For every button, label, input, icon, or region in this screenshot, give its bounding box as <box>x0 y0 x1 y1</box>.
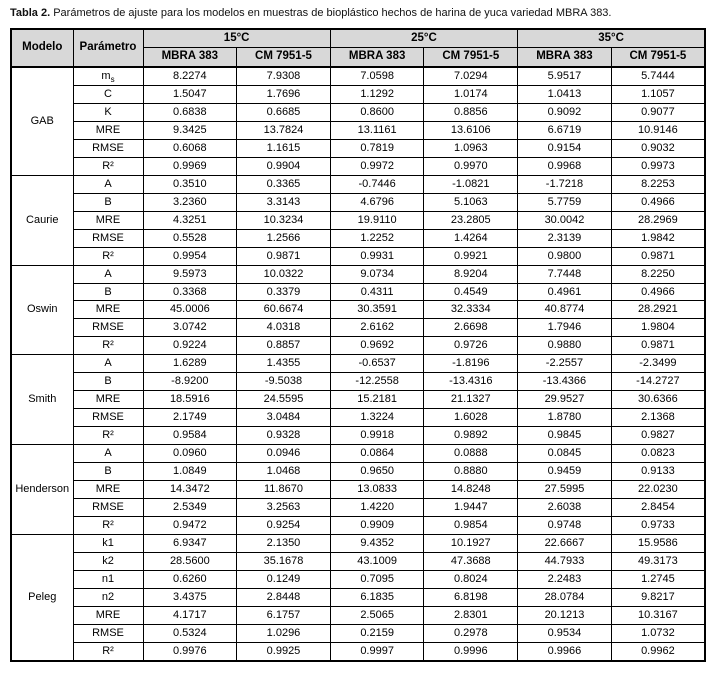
value-cell: 6.9347 <box>143 535 237 553</box>
table-row <box>11 247 705 265</box>
value-cell: 0.9154 <box>518 139 612 157</box>
value-cell: 0.8600 <box>330 103 424 121</box>
value-cell: 10.3234 <box>237 211 331 229</box>
value-cell: 0.4311 <box>330 283 424 301</box>
parameter-cell: n1 <box>73 571 143 589</box>
value-cell: 0.4966 <box>611 193 705 211</box>
value-cell: 4.1717 <box>143 606 237 624</box>
table-row <box>11 624 705 642</box>
value-cell: 2.1350 <box>237 535 331 553</box>
value-cell: 0.9692 <box>330 337 424 355</box>
value-cell: 27.5995 <box>518 481 612 499</box>
table-row <box>11 157 705 175</box>
value-cell: 2.1368 <box>611 409 705 427</box>
parameter-cell: R² <box>73 642 143 660</box>
value-cell: 28.2969 <box>611 211 705 229</box>
value-cell: 2.3139 <box>518 229 612 247</box>
value-cell: 3.3143 <box>237 193 331 211</box>
value-cell: 0.3379 <box>237 283 331 301</box>
value-cell: 1.9842 <box>611 229 705 247</box>
value-cell: 2.8448 <box>237 588 331 606</box>
value-cell: 0.9827 <box>611 427 705 445</box>
value-cell: 0.6260 <box>143 571 237 589</box>
parameter-cell: A <box>73 355 143 373</box>
table-row <box>11 229 705 247</box>
table-body <box>11 67 705 661</box>
value-cell: 0.9472 <box>143 517 237 535</box>
value-cell: 0.9997 <box>330 642 424 660</box>
value-cell: 21.1327 <box>424 391 518 409</box>
value-cell: 1.1615 <box>237 139 331 157</box>
value-cell: 0.8024 <box>424 571 518 589</box>
value-cell: -8.9200 <box>143 373 237 391</box>
value-cell: 13.1161 <box>330 121 424 139</box>
value-cell: 14.3472 <box>143 481 237 499</box>
table-row <box>11 175 705 193</box>
col-header-parametro: Parámetro <box>73 29 143 67</box>
value-cell: 0.3510 <box>143 175 237 193</box>
value-cell: -13.4316 <box>424 373 518 391</box>
table-row <box>11 193 705 211</box>
parameter-cell: MRE <box>73 211 143 229</box>
value-cell: 0.9909 <box>330 517 424 535</box>
table-caption-text: Parámetros de ajuste para los modelos en muestras de bioplástico hechos de harina de yuca variedad MBRA 383. <box>53 7 612 19</box>
value-cell: 0.9880 <box>518 337 612 355</box>
value-cell: 4.3251 <box>143 211 237 229</box>
value-cell: 9.3425 <box>143 121 237 139</box>
value-cell: 28.2921 <box>611 301 705 319</box>
value-cell: 0.9904 <box>237 157 331 175</box>
value-cell: 0.9962 <box>611 642 705 660</box>
table-row <box>11 642 705 660</box>
value-cell: 0.0845 <box>518 445 612 463</box>
value-cell: 0.9726 <box>424 337 518 355</box>
table-row <box>11 355 705 373</box>
value-cell: 29.9527 <box>518 391 612 409</box>
value-cell: 5.9517 <box>518 67 612 85</box>
parameter-cell: R² <box>73 337 143 355</box>
value-cell: 0.9976 <box>143 642 237 660</box>
value-cell: 2.6698 <box>424 319 518 337</box>
value-cell: 2.8454 <box>611 499 705 517</box>
value-cell: 8.2253 <box>611 175 705 193</box>
table-row <box>11 571 705 589</box>
value-cell: 9.0734 <box>330 265 424 283</box>
parameter-cell: $m_s$ <box>73 67 143 85</box>
parameter-cell: C <box>73 85 143 103</box>
value-cell: 0.2159 <box>330 624 424 642</box>
value-cell: 28.0784 <box>518 588 612 606</box>
value-cell: 0.9854 <box>424 517 518 535</box>
parameter-cell: MRE <box>73 121 143 139</box>
parameter-cell: R² <box>73 517 143 535</box>
table-row <box>11 481 705 499</box>
value-cell: 1.3224 <box>330 409 424 427</box>
table-row <box>11 121 705 139</box>
value-cell: 6.1757 <box>237 606 331 624</box>
value-cell: -0.7446 <box>330 175 424 193</box>
parameter-cell: RMSE <box>73 409 143 427</box>
value-cell: 1.2566 <box>237 229 331 247</box>
value-cell: 0.9328 <box>237 427 331 445</box>
value-cell: 1.1057 <box>611 85 705 103</box>
value-cell: 15.9586 <box>611 535 705 553</box>
value-cell: 2.1749 <box>143 409 237 427</box>
value-cell: 3.2360 <box>143 193 237 211</box>
value-cell: 0.9459 <box>518 463 612 481</box>
value-cell: 9.4352 <box>330 535 424 553</box>
parameter-cell: MRE <box>73 481 143 499</box>
value-cell: 0.6068 <box>143 139 237 157</box>
value-cell: 0.4961 <box>518 283 612 301</box>
value-cell: 1.0413 <box>518 85 612 103</box>
value-cell: 0.9969 <box>143 157 237 175</box>
value-cell: -1.8196 <box>424 355 518 373</box>
value-cell: 7.0294 <box>424 67 518 85</box>
parameter-cell: B <box>73 283 143 301</box>
value-cell: 0.3365 <box>237 175 331 193</box>
value-cell: 0.5528 <box>143 229 237 247</box>
value-cell: 2.5065 <box>330 606 424 624</box>
value-cell: 0.9931 <box>330 247 424 265</box>
table-row <box>11 283 705 301</box>
value-cell: -9.5038 <box>237 373 331 391</box>
value-cell: 3.0484 <box>237 409 331 427</box>
value-cell: 0.9254 <box>237 517 331 535</box>
value-cell: 2.6162 <box>330 319 424 337</box>
value-cell: 0.9918 <box>330 427 424 445</box>
parameter-cell: MRE <box>73 301 143 319</box>
value-cell: 0.9970 <box>424 157 518 175</box>
value-cell: 10.1927 <box>424 535 518 553</box>
parameters-table <box>10 28 706 662</box>
col-header-sample-cm-15: CM 7951-5 <box>237 48 331 67</box>
value-cell: 2.6038 <box>518 499 612 517</box>
parameter-cell: A <box>73 265 143 283</box>
col-header-temp-35: 35°C <box>518 29 705 48</box>
table-row <box>11 427 705 445</box>
value-cell: 7.7448 <box>518 265 612 283</box>
value-cell: 0.9966 <box>518 642 612 660</box>
value-cell: 0.2978 <box>424 624 518 642</box>
parameter-cell: RMSE <box>73 229 143 247</box>
value-cell: 0.0946 <box>237 445 331 463</box>
value-cell: 2.8301 <box>424 606 518 624</box>
value-cell: 6.6719 <box>518 121 612 139</box>
value-cell: 1.4220 <box>330 499 424 517</box>
value-cell: 1.2252 <box>330 229 424 247</box>
value-cell: 0.9733 <box>611 517 705 535</box>
col-header-temp-15: 15°C <box>143 29 330 48</box>
value-cell: 8.2250 <box>611 265 705 283</box>
value-cell: 3.4375 <box>143 588 237 606</box>
parameter-cell: n2 <box>73 588 143 606</box>
value-cell: 6.1835 <box>330 588 424 606</box>
value-cell: 15.2181 <box>330 391 424 409</box>
value-cell: 0.6838 <box>143 103 237 121</box>
value-cell: 0.9968 <box>518 157 612 175</box>
value-cell: 7.9308 <box>237 67 331 85</box>
table-row <box>11 535 705 553</box>
table-row <box>11 409 705 427</box>
col-header-sample-cm-25: CM 7951-5 <box>424 48 518 67</box>
table-caption <box>10 7 711 21</box>
table-row <box>11 319 705 337</box>
value-cell: 10.9146 <box>611 121 705 139</box>
value-cell: -1.7218 <box>518 175 612 193</box>
value-cell: 0.9032 <box>611 139 705 157</box>
value-cell: -2.3499 <box>611 355 705 373</box>
value-cell: 0.9845 <box>518 427 612 445</box>
value-cell: 6.8198 <box>424 588 518 606</box>
table-row <box>11 373 705 391</box>
value-cell: 0.9077 <box>611 103 705 121</box>
value-cell: 1.4355 <box>237 355 331 373</box>
value-cell: 11.8670 <box>237 481 331 499</box>
value-cell: 1.7946 <box>518 319 612 337</box>
value-cell: 1.4264 <box>424 229 518 247</box>
value-cell: 0.9973 <box>611 157 705 175</box>
value-cell: 19.9110 <box>330 211 424 229</box>
value-cell: 9.8217 <box>611 588 705 606</box>
value-cell: 3.0742 <box>143 319 237 337</box>
value-cell: 28.5600 <box>143 553 237 571</box>
value-cell: 0.8857 <box>237 337 331 355</box>
parameter-cell: RMSE <box>73 499 143 517</box>
table-row <box>11 139 705 157</box>
table-row <box>11 445 705 463</box>
value-cell: -2.2557 <box>518 355 612 373</box>
table-row <box>11 553 705 571</box>
value-cell: 2.2483 <box>518 571 612 589</box>
value-cell: -1.0821 <box>424 175 518 193</box>
value-cell: 14.8248 <box>424 481 518 499</box>
table-row <box>11 499 705 517</box>
value-cell: 23.2805 <box>424 211 518 229</box>
table-caption-label: Tabla 2. <box>10 7 51 19</box>
value-cell: 0.9534 <box>518 624 612 642</box>
value-cell: 30.3591 <box>330 301 424 319</box>
parameter-cell: RMSE <box>73 319 143 337</box>
value-cell: 0.9748 <box>518 517 612 535</box>
value-cell: 1.2745 <box>611 571 705 589</box>
value-cell: 4.0318 <box>237 319 331 337</box>
value-cell: 30.0042 <box>518 211 612 229</box>
value-cell: 9.5973 <box>143 265 237 283</box>
table-row <box>11 301 705 319</box>
value-cell: 0.9972 <box>330 157 424 175</box>
value-cell: -12.2558 <box>330 373 424 391</box>
value-cell: 5.7759 <box>518 193 612 211</box>
value-cell: 8.2274 <box>143 67 237 85</box>
parameter-cell: MRE <box>73 606 143 624</box>
value-cell: 0.7819 <box>330 139 424 157</box>
value-cell: 0.9871 <box>237 247 331 265</box>
value-cell: 1.7696 <box>237 85 331 103</box>
value-cell: 7.0598 <box>330 67 424 85</box>
value-cell: 1.0963 <box>424 139 518 157</box>
parameter-cell: RMSE <box>73 624 143 642</box>
parameter-cell: B <box>73 193 143 211</box>
table-row <box>11 517 705 535</box>
col-header-modelo: Modelo <box>11 29 73 67</box>
col-header-sample-mbra-15: MBRA 383 <box>143 48 237 67</box>
value-cell: 22.0230 <box>611 481 705 499</box>
value-cell: 0.4549 <box>424 283 518 301</box>
header-row-temps <box>11 29 705 48</box>
value-cell: 4.6796 <box>330 193 424 211</box>
table-row <box>11 391 705 409</box>
value-cell: 1.9804 <box>611 319 705 337</box>
value-cell: 3.2563 <box>237 499 331 517</box>
value-cell: 1.9447 <box>424 499 518 517</box>
value-cell: 1.0468 <box>237 463 331 481</box>
value-cell: 0.5324 <box>143 624 237 642</box>
value-cell: 5.1063 <box>424 193 518 211</box>
value-cell: 1.6028 <box>424 409 518 427</box>
value-cell: 43.1009 <box>330 553 424 571</box>
value-cell: 1.0732 <box>611 624 705 642</box>
value-cell: -14.2727 <box>611 373 705 391</box>
col-header-sample-mbra-25: MBRA 383 <box>330 48 424 67</box>
value-cell: 0.9892 <box>424 427 518 445</box>
model-name-cell: Caurie <box>11 175 73 265</box>
parameter-cell: k2 <box>73 553 143 571</box>
value-cell: 0.8856 <box>424 103 518 121</box>
value-cell: 20.1213 <box>518 606 612 624</box>
value-cell: 0.9133 <box>611 463 705 481</box>
value-cell: 1.8780 <box>518 409 612 427</box>
value-cell: 1.6289 <box>143 355 237 373</box>
value-cell: 0.6685 <box>237 103 331 121</box>
value-cell: -0.6537 <box>330 355 424 373</box>
value-cell: 1.1292 <box>330 85 424 103</box>
value-cell: 0.0864 <box>330 445 424 463</box>
value-cell: 0.0960 <box>143 445 237 463</box>
value-cell: 40.8774 <box>518 301 612 319</box>
value-cell: 0.9925 <box>237 642 331 660</box>
value-cell: 60.6674 <box>237 301 331 319</box>
value-cell: 30.6366 <box>611 391 705 409</box>
table-row <box>11 588 705 606</box>
table-row <box>11 606 705 624</box>
table-row <box>11 67 705 85</box>
parameter-cell: A <box>73 175 143 193</box>
table-row <box>11 211 705 229</box>
parameter-cell: B <box>73 373 143 391</box>
value-cell: 0.9871 <box>611 247 705 265</box>
parameter-cell: R² <box>73 247 143 265</box>
value-cell: 1.0849 <box>143 463 237 481</box>
value-cell: 0.9954 <box>143 247 237 265</box>
value-cell: 10.0322 <box>237 265 331 283</box>
model-name-cell: Oswin <box>11 265 73 355</box>
value-cell: 1.0174 <box>424 85 518 103</box>
value-cell: 0.8880 <box>424 463 518 481</box>
value-cell: 0.9871 <box>611 337 705 355</box>
value-cell: 0.0888 <box>424 445 518 463</box>
parameter-cell: R² <box>73 427 143 445</box>
value-cell: -13.4366 <box>518 373 612 391</box>
value-cell: 1.0296 <box>237 624 331 642</box>
col-header-temp-25: 25°C <box>330 29 517 48</box>
table-row <box>11 265 705 283</box>
value-cell: 32.3334 <box>424 301 518 319</box>
value-cell: 0.9996 <box>424 642 518 660</box>
parameter-cell: A <box>73 445 143 463</box>
parameter-cell: B <box>73 463 143 481</box>
table-row <box>11 85 705 103</box>
value-cell: 0.3368 <box>143 283 237 301</box>
model-name-cell: GAB <box>11 67 73 175</box>
value-cell: 0.1249 <box>237 571 331 589</box>
value-cell: 18.5916 <box>143 391 237 409</box>
value-cell: 47.3688 <box>424 553 518 571</box>
parameter-cell: K <box>73 103 143 121</box>
table-row <box>11 337 705 355</box>
table-row <box>11 463 705 481</box>
value-cell: 2.5349 <box>143 499 237 517</box>
value-cell: 24.5595 <box>237 391 331 409</box>
parameter-cell: k1 <box>73 535 143 553</box>
value-cell: 35.1678 <box>237 553 331 571</box>
value-cell: 44.7933 <box>518 553 612 571</box>
value-cell: 0.9584 <box>143 427 237 445</box>
value-cell: 0.9650 <box>330 463 424 481</box>
value-cell: 45.0006 <box>143 301 237 319</box>
model-name-cell: Smith <box>11 355 73 445</box>
col-header-sample-mbra-35: MBRA 383 <box>518 48 612 67</box>
value-cell: 0.9092 <box>518 103 612 121</box>
model-name-cell: Henderson <box>11 445 73 535</box>
value-cell: 49.3173 <box>611 553 705 571</box>
value-cell: 0.4966 <box>611 283 705 301</box>
value-cell: 10.3167 <box>611 606 705 624</box>
parameter-cell: RMSE <box>73 139 143 157</box>
value-cell: 0.9921 <box>424 247 518 265</box>
value-cell: 13.0833 <box>330 481 424 499</box>
model-name-cell: Peleg <box>11 535 73 661</box>
value-cell: 0.9224 <box>143 337 237 355</box>
parameter-cell: R² <box>73 157 143 175</box>
table-row <box>11 103 705 121</box>
value-cell: 0.0823 <box>611 445 705 463</box>
parameter-cell: MRE <box>73 391 143 409</box>
value-cell: 13.6106 <box>424 121 518 139</box>
value-cell: 5.7444 <box>611 67 705 85</box>
value-cell: 0.7095 <box>330 571 424 589</box>
value-cell: 0.9800 <box>518 247 612 265</box>
table-header <box>11 29 705 67</box>
value-cell: 1.5047 <box>143 85 237 103</box>
value-cell: 22.6667 <box>518 535 612 553</box>
col-header-sample-cm-35: CM 7951-5 <box>611 48 705 67</box>
value-cell: 8.9204 <box>424 265 518 283</box>
value-cell: 13.7824 <box>237 121 331 139</box>
